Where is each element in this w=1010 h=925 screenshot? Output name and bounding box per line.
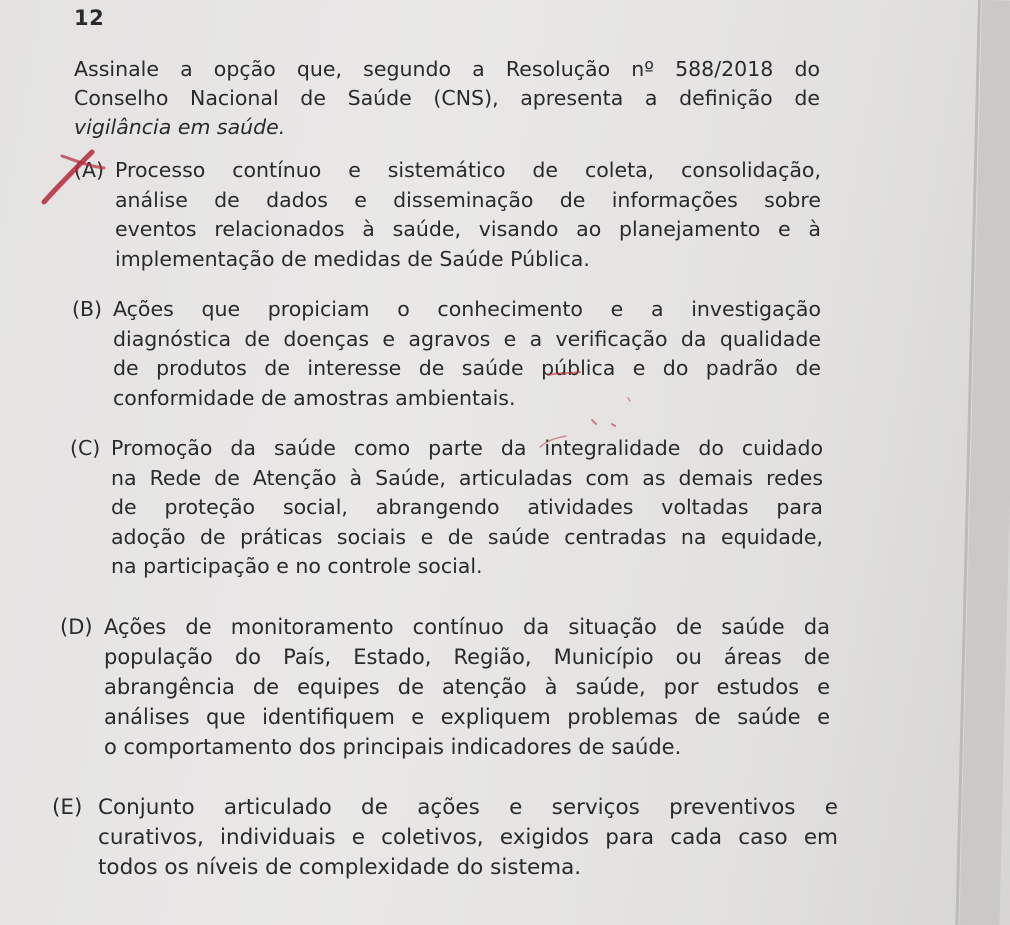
option-a-line: Processo contínuo e sistemático de coleta, consolidação,	[115, 158, 821, 182]
option-b-letter[interactable]: (B)	[72, 297, 103, 321]
option-a-letter[interactable]: (A)	[74, 158, 105, 182]
option-c-letter[interactable]: (C)	[70, 436, 101, 460]
stem-line-2: Conselho Nacional de Saúde (CNS), apresenta a definição de	[74, 86, 820, 110]
option-d-line: Ações de monitoramento contínuo da situação de saúde da	[104, 615, 830, 639]
option-e-line: todos os níveis de complexidade do sistema.	[98, 855, 582, 880]
option-d[interactable]	[104, 612, 830, 762]
option-d-line: o comportamento dos principais indicadores de saúde.	[104, 735, 682, 759]
option-d-letter[interactable]: (D)	[60, 615, 93, 639]
option-a[interactable]	[115, 156, 821, 274]
stem-line-1: Assinale a opção que, segundo a Resolução nº 588/2018 do	[74, 57, 820, 81]
option-e[interactable]	[98, 793, 838, 883]
question-number: 12	[74, 6, 105, 30]
pen-dot-mark	[592, 420, 596, 424]
option-d-line: população do País, Estado, Região, Município ou áreas de	[104, 645, 830, 669]
option-b-line: diagnóstica de doenças e agravos e a verificação da qualidade	[113, 326, 821, 351]
option-c[interactable]	[111, 434, 823, 582]
option-a-line: análise de dados e disseminação de informações sobre	[115, 187, 821, 212]
option-e-line: Conjunto articulado de ações e serviços preventivos e	[98, 795, 838, 820]
pen-dot-mark	[612, 424, 615, 426]
option-c-line: adoção de práticas sociais e de saúde centradas na equidade,	[111, 524, 823, 549]
question-stem	[74, 55, 820, 142]
option-c-line: Promoção da saúde como parte da integralidade do cuidado	[111, 436, 823, 460]
stem-line-3: vigilância em saúde.	[74, 115, 286, 139]
option-e-letter[interactable]: (E)	[52, 795, 83, 820]
option-d-line: abrangência de equipes de atenção à saúde, por estudos e	[104, 675, 830, 699]
option-a-line: eventos relacionados à saúde, visando ao planejamento e à	[115, 217, 821, 241]
option-b-line: conformidade de amostras ambientais.	[113, 385, 516, 410]
option-b-line: Ações que propiciam o conhecimento e a investigação	[113, 297, 821, 321]
option-b-line: de produtos de interesse de saúde pública e do padrão de	[113, 356, 821, 380]
option-c-line: na participação e no controle social.	[111, 554, 483, 578]
option-b[interactable]	[113, 295, 821, 413]
option-c-line: de proteção social, abrangendo atividades voltadas para	[111, 495, 823, 519]
option-c-line: na Rede de Atenção à Saúde, articuladas com as demais redes	[111, 465, 823, 490]
option-e-line: curativos, individuais e coletivos, exigidos para cada caso em	[98, 825, 838, 850]
option-d-line: análises que identifiquem e expliquem problemas de saúde e	[104, 705, 830, 729]
option-a-line: implementação de medidas de Saúde Pública.	[115, 246, 590, 271]
